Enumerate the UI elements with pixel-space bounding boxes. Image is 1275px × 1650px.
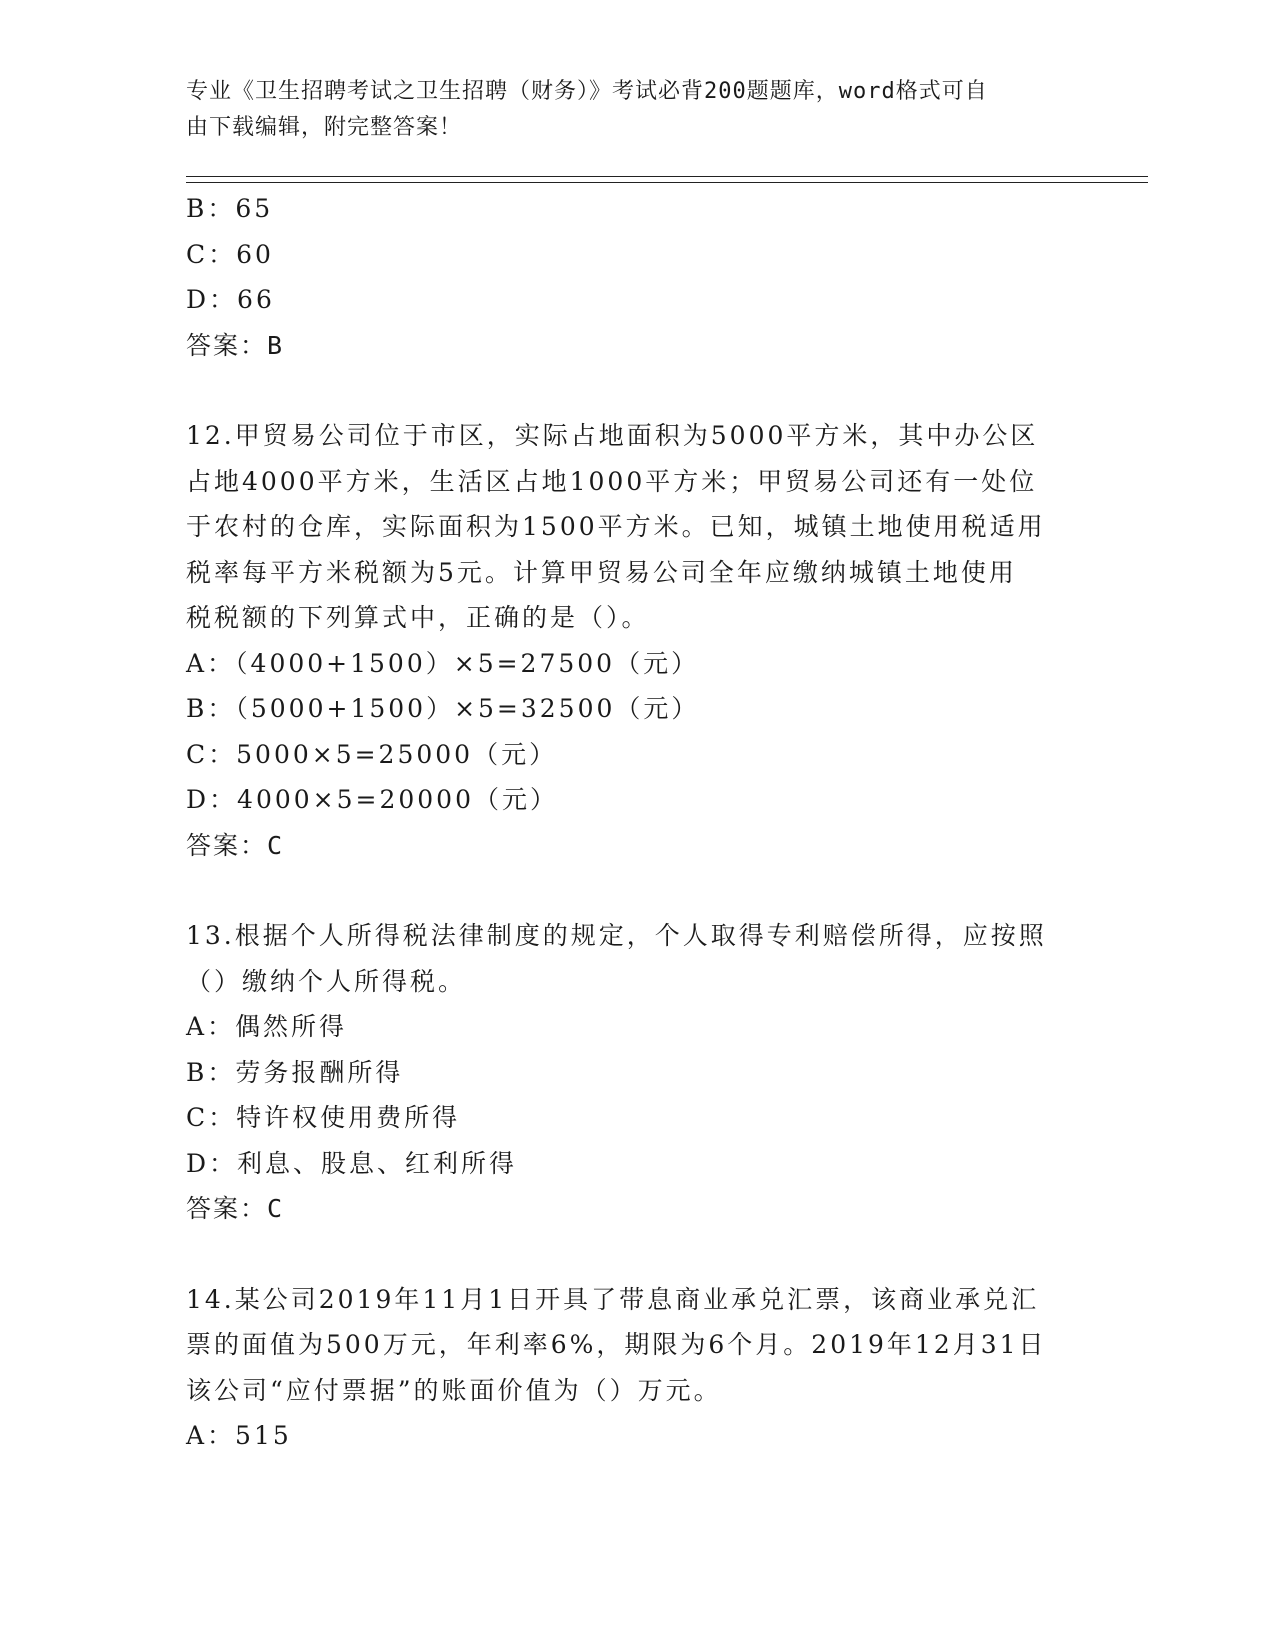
header-title-line-2: 由下载编辑，附完整答案！: [186, 115, 463, 140]
option-c: C：60: [186, 239, 274, 269]
question-line: 税税额的下列算式中，正确的是（）。: [186, 603, 650, 632]
option-b: B：65: [186, 194, 274, 223]
question-text: [186, 413, 1066, 641]
question-line: （）缴纳个人所得税。: [186, 966, 467, 996]
question-line: 该公司“应付票据”的账面价值为（）万元。: [186, 1375, 722, 1405]
spacer: [186, 868, 1066, 913]
question-line: 于农村的仓库，实际面积为1500平方米。已知，城镇土地使用税适用: [186, 512, 1046, 541]
question-13: [186, 913, 1066, 1232]
spacer: [186, 1232, 1066, 1277]
header-title-line-1: 专业《卫生招聘考试之卫生招聘（财务）》考试必背200题题库，word格式可自: [186, 79, 988, 104]
option-a: A：偶然所得: [186, 1012, 348, 1041]
option-d: D：4000×5=20000（元）: [186, 785, 558, 814]
question-line: 14.某公司2019年11月1日开具了带息商业承兑汇票，该商业承兑汇: [186, 1284, 1040, 1314]
question-14: [186, 1277, 1066, 1459]
option-b: B：（5000+1500）×5=32500（元）: [186, 694, 700, 723]
question-line: 占地4000平方米，生活区占地1000平方米；甲贸易公司还有一处位: [186, 466, 1038, 496]
option-d: D：66: [186, 285, 275, 314]
document-header: [186, 74, 1066, 146]
question-text: [186, 913, 1066, 1004]
answer: 答案：C: [186, 1194, 285, 1223]
option-c: C：特许权使用费所得: [186, 1103, 461, 1132]
option-c: C：5000×5=25000（元）: [186, 739, 558, 769]
option-d: D：利息、股息、红利所得: [186, 1148, 518, 1178]
spacer: [186, 368, 1066, 413]
option-a: A：515: [186, 1421, 292, 1450]
question-line: 税率每平方米税额为5元。计算甲贸易公司全年应缴纳城镇土地使用: [186, 557, 1017, 587]
question-12: [186, 413, 1066, 868]
answer: 答案：B: [186, 330, 285, 360]
question-line: 13.根据个人所得税法律制度的规定，个人取得专利赔偿所得，应按照: [186, 921, 1047, 950]
question-text: [186, 1277, 1066, 1414]
question-line: 票的面值为500万元，年利率6%，期限为6个月。2019年12月31日: [186, 1330, 1047, 1359]
question-line: 12.甲贸易公司位于市区，实际占地面积为5000平方米，其中办公区: [186, 421, 1039, 450]
answer: 答案：C: [186, 830, 285, 860]
option-a: A：（4000+1500）×5=27500（元）: [186, 648, 700, 678]
document-body: [186, 186, 1066, 1459]
option-b: B：劳务报酬所得: [186, 1057, 404, 1087]
header-divider: [186, 176, 1148, 183]
question-11-continued: [186, 186, 1066, 368]
